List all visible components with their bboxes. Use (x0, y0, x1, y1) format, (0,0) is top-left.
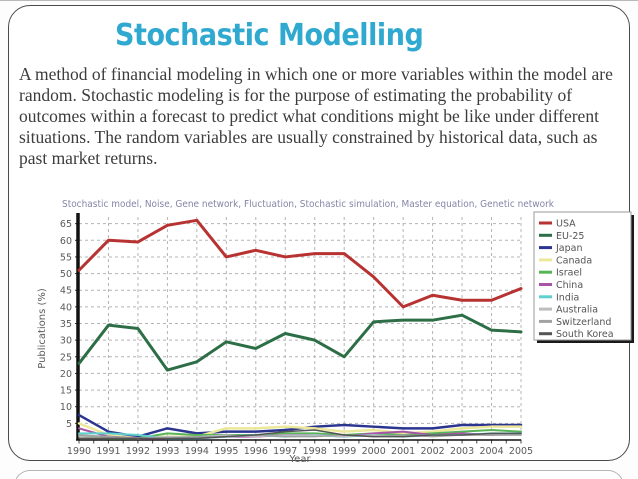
legend-label: India (556, 292, 580, 304)
legend-label: Canada (556, 255, 593, 267)
y-tick-label: 15 (59, 385, 72, 397)
publications-chart-svg (34, 196, 634, 466)
legend-label: Israel (556, 267, 582, 279)
x-axis-label: Year (289, 454, 311, 465)
x-tick-label: 1998 (302, 446, 327, 457)
x-tick-label: 1992 (125, 446, 151, 457)
y-tick-label: 55 (59, 252, 72, 264)
x-tick-label: 1990 (66, 446, 92, 457)
y-tick-label: 65 (59, 219, 72, 231)
slide-body-text: A method of financial modeling in which one or more variables within the model are random. Stochastic modeling is for the purpose of estimating the probability of outcomes within a forecast to predict what conditions might be like under different situations. The random variables are usually constrained by historical data, such as past market returns. (19, 64, 613, 168)
x-tick-label: 1999 (332, 446, 357, 457)
y-tick-label: 45 (59, 285, 72, 297)
legend-label: Switzerland (556, 316, 612, 328)
x-tick-label: 2005 (508, 446, 534, 457)
y-axis-label: Publications (%) (37, 288, 48, 369)
x-tick-label: 2004 (479, 446, 504, 457)
x-tick-label: 2002 (420, 446, 445, 457)
x-tick-label: 2000 (361, 446, 386, 457)
slide-title: Stochastic Modelling (115, 18, 424, 53)
next-slide-edge[interactable] (14, 470, 624, 479)
y-tick-label: 50 (59, 269, 72, 281)
x-tick-label: 1991 (96, 446, 121, 457)
x-tick-label: 1995 (214, 446, 239, 457)
y-tick-label: 5 (65, 418, 72, 430)
slide (8, 5, 630, 465)
x-tick-label: 2003 (449, 446, 475, 457)
legend-label: USA (556, 218, 576, 230)
x-tick-label: 1997 (273, 446, 298, 457)
legend-label: China (556, 280, 584, 291)
y-tick-label: 20 (59, 368, 72, 380)
legend-label: South Korea (556, 329, 614, 341)
legend-label: Australia (556, 304, 599, 316)
series-line-usa (79, 220, 521, 307)
previous-slide-edge (0, 0, 638, 1)
y-tick-label: 30 (59, 335, 72, 347)
y-tick-label: 35 (59, 319, 72, 331)
legend-label: EU-25 (556, 230, 585, 242)
x-tick-label: 1996 (243, 446, 268, 457)
y-tick-label: 10 (59, 402, 72, 414)
x-tick-label: 1994 (184, 446, 209, 457)
x-tick-label: 2001 (391, 446, 416, 457)
y-tick-label: 60 (59, 235, 72, 247)
chart-title: Stochastic model, Noise, Gene network, Fluctuation, Stochastic simulation, Master equation, Genetic network (62, 199, 555, 210)
y-tick-label: 40 (59, 302, 72, 314)
legend-label: Japan (556, 243, 583, 255)
y-tick-label: 25 (59, 352, 72, 364)
publications-chart (34, 196, 634, 466)
x-tick-label: 1993 (155, 446, 180, 457)
